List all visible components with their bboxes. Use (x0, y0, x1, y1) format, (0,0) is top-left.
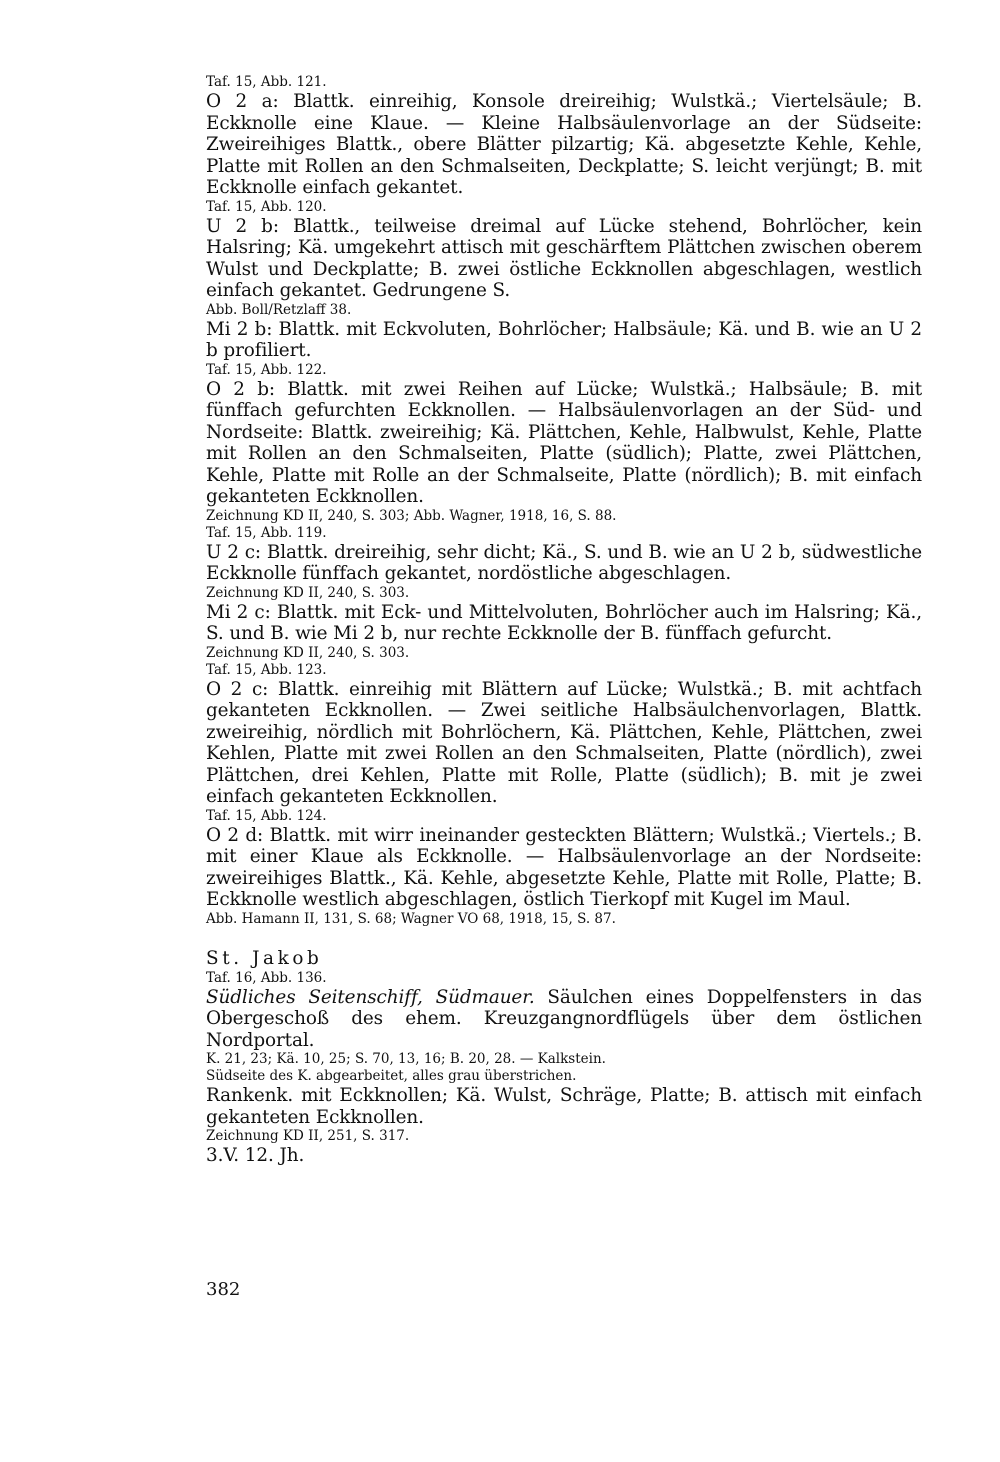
entry-text: Säulchen eines Doppelfensters in das Obergeschoß des ehem. Kreuzgangnordflügels über dem östlichen Nordportal. (206, 986, 922, 1051)
entry-paragraph: U 2 c: Blattk. dreireihig, sehr dicht; Kä., S. und B. wie an U 2 b, südwestliche Eckknolle fünffach gekantet, nordöstliche abgeschlagen. (206, 541, 922, 584)
reference-line: K. 21, 23; Kä. 10, 25; S. 70, 13, 16; B. 20, 28. — Kalkstein. (206, 1051, 606, 1067)
reference-line: Abb. Boll/Retzlaff 38. (206, 301, 352, 318)
entry-paragraph: O 2 a: Blattk. einreihig, Konsole dreireihig; Wulstkä.; Viertelsäule; B. Eckknolle eine Klaue. — Kleine Halbsäulenvorlage an der Südseite: Zweireihiges Blattk., obere Blätter pilzartig; Kä. abgesetzte Kehle, Kehle, Platte mit Rollen an den Schmalseiten, Deckplatte; S. leicht verjüngt; B. mit Eckknolle einfach gekantet. (206, 91, 922, 198)
reference-line: Taf. 15, Abb. 121. (206, 74, 327, 90)
entry-paragraph (206, 987, 922, 1052)
reference-line: Zeichnung KD II, 240, S. 303; Abb. Wagner, 1918, 16, S. 88. (206, 507, 617, 524)
entry-paragraph: O 2 c: Blattk. einreihig mit Blättern auf Lücke; Wulstkä.; B. mit achtfach gekanteten Eckknollen. — Zwei seitliche Halbsäulchenvorlagen, Blattk. zweireihig, nördlich mit Bohrlöchern, Kä. Plättchen, Kehle, Plättchen, zwei Kehlen, Platte mit zwei Rollen an den Schmalseiten, Platte (nördlich), zwei Plättchen, drei Kehlen, Platte mit Rolle, Platte (südlich); B. mit je zwei einfach gekanteten Eckknollen. (206, 678, 922, 807)
reference-line: Zeichnung KD II, 240, S. 303. (206, 644, 410, 661)
entry-paragraph: Mi 2 b: Blattk. mit Eckvoluten, Bohrlöcher; Halbsäule; Kä. und B. wie an U 2 b profiliert. (206, 318, 922, 361)
reference-line: Taf. 15, Abb. 120. (206, 198, 327, 215)
entry-paragraph: O 2 d: Blattk. mit wirr ineinander gesteckten Blättern; Wulstkä.; Viertels.; B. mit einer Klaue als Eckknolle. — Halbsäulenvorlage an der Nordseite: zweireihiges Blattk., Kä. Kehle, abgesetzte Kehle, Platte mit Rolle, Platte; B. Eckknolle westlich abgeschlagen, östlich Tierkopf mit Kugel im Maul. (206, 824, 922, 910)
reference-line: Taf. 15, Abb. 119. (206, 524, 327, 541)
entry-paragraph: Rankenk. mit Eckknollen; Kä. Wulst, Schräge, Platte; B. attisch mit einfach gekanteten Eckknollen. (206, 1085, 922, 1128)
entry-paragraph: U 2 b: Blattk., teilweise dreimal auf Lücke stehend, Bohrlöcher, kein Halsring; Kä. umgekehrt attisch mit geschärftem Plättchen zwischen oberem Wulst und Deckplatte; B. zwei östliche Eckknollen abgeschlagen, westlich einfach gekantet. Gedrungene S. (206, 215, 922, 301)
location-italic: Südliches Seitenschiff, Südmauer. (206, 986, 535, 1008)
reference-line: Taf. 15, Abb. 124. (206, 807, 327, 824)
entry-paragraph: Mi 2 c: Blattk. mit Eck- und Mittelvoluten, Bohrlöcher auch im Halsring; Kä., S. und B. wie Mi 2 b, nur rechte Eckknolle der B. fünffach gefurcht. (206, 601, 922, 644)
section-spacer (206, 928, 922, 948)
reference-line: Abb. Hamann II, 131, S. 68; Wagner VO 68, 1918, 15, S. 87. (206, 910, 616, 927)
page-number: 382 (206, 1279, 241, 1300)
entry-paragraph: 3.V. 12. Jh. (206, 1145, 305, 1166)
reference-line: Zeichnung KD II, 240, S. 303. (206, 584, 410, 601)
reference-line: Taf. 16, Abb. 136. (206, 969, 327, 986)
reference-line: Taf. 15, Abb. 122. (206, 361, 327, 378)
page-content (206, 74, 922, 1167)
reference-line: Taf. 15, Abb. 123. (206, 661, 327, 678)
reference-line: Südseite des K. abgearbeitet, alles grau überstrichen. (206, 1068, 577, 1084)
section-heading: St. Jakob (206, 947, 323, 969)
reference-line: Zeichnung KD II, 251, S. 317. (206, 1128, 410, 1144)
entry-paragraph: O 2 b: Blattk. mit zwei Reihen auf Lücke; Wulstkä.; Halbsäule; B. mit fünffach gefurchten Eckknollen. — Halbsäulenvorlagen an der Süd- und Nordseite: Blattk. zweireihig; Kä. Plättchen, Kehle, Halbwulst, Kehle, Platte mit Rollen an den Schmalseiten, Platte (südlich); Platte, zwei Plättchen, Kehle, Platte mit Rolle an der Schmalseite, Platte (nördlich); B. mit einfach gekanteten Eckknollen. (206, 378, 922, 507)
